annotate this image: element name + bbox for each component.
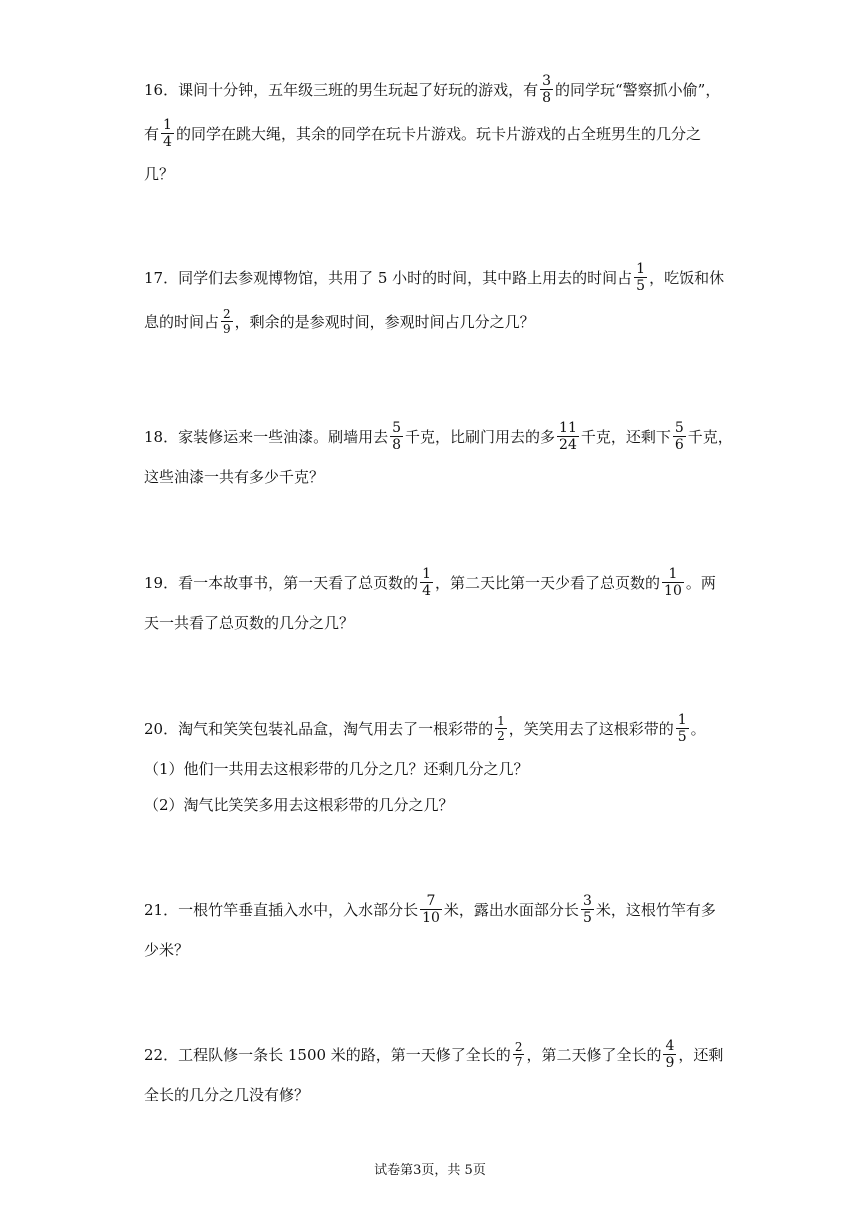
fraction: $\frac{2}{7}$ <box>514 1039 523 1069</box>
fraction: $\frac{1}{10}$ <box>664 565 682 599</box>
fraction: $\frac{3}{8}$ <box>542 72 552 106</box>
fraction: $\frac{1}{5}$ <box>677 711 687 745</box>
question-22-line-2: 全长的几分之几没有修？ <box>144 1086 310 1104</box>
question-17-line-2: 息的时间占 $\frac{2}{9}$ ，剩余的是参观时间，参观时间占几分之几？ <box>144 306 535 336</box>
fraction: $\frac{2}{9}$ <box>223 306 231 336</box>
fraction: $\frac{5}{8}$ <box>392 419 402 453</box>
question-18-line-2: 这些油漆一共有多少千克？ <box>144 468 325 486</box>
question-19-line-2: 天一共看了总页数的几分之几？ <box>144 614 355 632</box>
question-16-line-2: 有 $\frac{1}{4}$ 的同学在跳大绳，其余的同学在玩卡片游戏。玩卡片游戏的占全班男生的几分之 <box>144 116 701 150</box>
fraction: $\frac{1}{2}$ <box>497 713 505 743</box>
question-21-line-2: 少米？ <box>144 941 190 959</box>
question-21-line-1: 21．一根竹竿垂直插入水中，入水部分长 $\frac{7}{10}$ 米，露出水面部分长 $\frac{3}{5}$ 米，这根竹竿有多 <box>144 892 716 926</box>
fraction: $\frac{11}{24}$ <box>559 419 577 453</box>
question-16-line-1: 16．课间十分钟，五年级三班的男生玩起了好玩的游戏，有 $\frac{3}{8}$ 的同学玩“警察抓小偷”， <box>144 72 721 106</box>
question-17-line-1: 17．同学们去参观博物馆，共用了 5 小时的时间，其中路上用去的时间占 $\frac{1}{5}$ ，吃饭和休 <box>144 260 725 294</box>
fraction: $\frac{7}{10}$ <box>422 892 440 926</box>
question-16-line-3: 几？ <box>144 165 175 183</box>
fraction: $\frac{3}{5}$ <box>582 892 592 926</box>
fraction: $\frac{1}{4}$ <box>163 116 172 150</box>
fraction: $\frac{5}{6}$ <box>674 419 684 453</box>
question-19-line-1: 19．看一本故事书，第一天看了总页数的 $\frac{1}{4}$ ，第二天比第一天少看了总页数的 $\frac{1}{10}$ 。两 <box>144 565 716 599</box>
question-20-sub-1: （1）他们一共用去这根彩带的几分之几？还剩几分之几？ <box>144 760 529 778</box>
question-20-line-1: 20．淘气和笑笑包装礼品盒，淘气用去了一根彩带的 $\frac{1}{2}$ ，笑笑用去了这根彩带的 $\frac{1}{5}$ 。 <box>144 711 706 745</box>
question-22-line-1: 22．工程队修一条长 1500 米的路，第一天修了全长的 $\frac{2}{7}$ ，第二天修了全长的 $\frac{4}{9}$ ，还剩 <box>144 1037 724 1071</box>
fraction: $\frac{1}{4}$ <box>422 565 432 599</box>
fraction: $\frac{1}{5}$ <box>636 260 646 294</box>
question-20-sub-2: （2）淘气比笑笑多用去这根彩带的几分之几？ <box>144 796 454 814</box>
question-18-line-1: 18．家装修运来一些油漆。刷墙用去 $\frac{5}{8}$ 千克，比刷门用去的多 $\frac{11}{24}$ 千克，还剩下 $\frac{5}{6}$ 千克， <box>144 419 733 453</box>
fraction: $\frac{4}{9}$ <box>665 1037 675 1071</box>
page-footer: 试卷第3页，共 5页 <box>374 1163 486 1178</box>
